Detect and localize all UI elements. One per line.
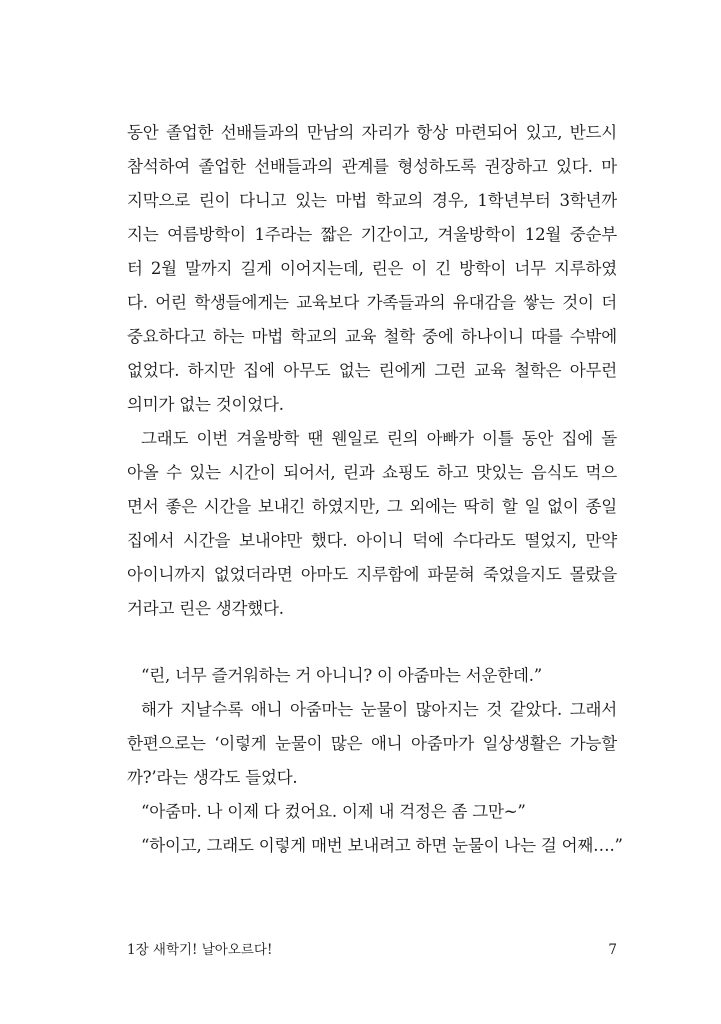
text-line: 터 2월 말까지 길게 이어지는데, 린은 이 긴 방학이 너무 지루하였 bbox=[127, 259, 617, 278]
text-line: 참석하여 졸업한 선배들과의 관계를 형성하도록 권장하고 있다. 마 bbox=[127, 157, 617, 176]
text-line: 동안 졸업한 선배들과의 만남의 자리가 항상 마련되어 있고, 반드시 bbox=[127, 123, 617, 142]
text-line: 없었다. 하지만 집에 아무도 없는 린에게 그런 교육 철학은 아무런 bbox=[127, 361, 617, 380]
text-line: 그래도 이번 겨울방학 땐 웬일로 린의 아빠가 이틀 동안 집에 돌 bbox=[141, 429, 617, 448]
dialogue-line: “린, 너무 즐거워하는 거 아니니? 이 아줌마는 서운한데.” bbox=[141, 666, 543, 685]
text-line: 해가 지날수록 애니 아줌마는 눈물이 많아지는 것 같았다. 그래서 bbox=[141, 700, 617, 719]
text-line: 다. 어린 학생들에게는 교육보다 가족들과의 유대감을 쌓는 것이 더 bbox=[127, 293, 617, 312]
text-line: 중요하다고 하는 마법 학교의 교육 철학 중에 하나이니 따를 수밖에 bbox=[127, 327, 617, 346]
chapter-title: 1장 새학기! 날아오르다! bbox=[127, 942, 273, 958]
body-text bbox=[127, 116, 623, 863]
text-line: 면서 좋은 시간을 보내긴 하였지만, 그 외에는 딱히 할 일 없이 종일 bbox=[127, 497, 617, 516]
text-line: 집에서 시간을 보내야만 했다. 아이니 덕에 수다라도 떨었지, 만약 bbox=[127, 531, 617, 550]
text-line: 까?’라는 생각도 들었다. bbox=[127, 768, 298, 787]
paragraph-gap bbox=[127, 626, 617, 659]
text-line: 의미가 없는 것이었다. bbox=[127, 395, 284, 414]
text-line: 지는 여름방학이 1주라는 짧은 기간이고, 겨울방학이 12월 중순부 bbox=[127, 225, 617, 244]
text-line: 지막으로 린이 다니고 있는 마법 학교의 경우, 1학년부터 3학년까 bbox=[127, 191, 617, 210]
text-line: 거라고 린은 생각했다. bbox=[127, 599, 284, 618]
page-footer bbox=[127, 938, 617, 962]
text-line: 아올 수 있는 시간이 되어서, 린과 쇼핑도 하고 맛있는 음식도 먹으 bbox=[127, 463, 617, 482]
page-number: 7 bbox=[608, 942, 617, 958]
dialogue-line: “하이고, 그래도 이렇게 매번 보내려고 하면 눈물이 나는 걸 어째….” bbox=[141, 836, 623, 855]
dialogue-line: “아줌마. 나 이제 다 컸어요. 이제 내 걱정은 좀 그만~” bbox=[141, 802, 526, 821]
text-line: 한편으로는 ‘이렇게 눈물이 많은 애니 아줌마가 일상생활은 가능할 bbox=[127, 734, 617, 753]
text-line: 아이니까지 없었더라면 아마도 지루함에 파묻혀 죽었을지도 몰랐을 bbox=[127, 565, 617, 584]
